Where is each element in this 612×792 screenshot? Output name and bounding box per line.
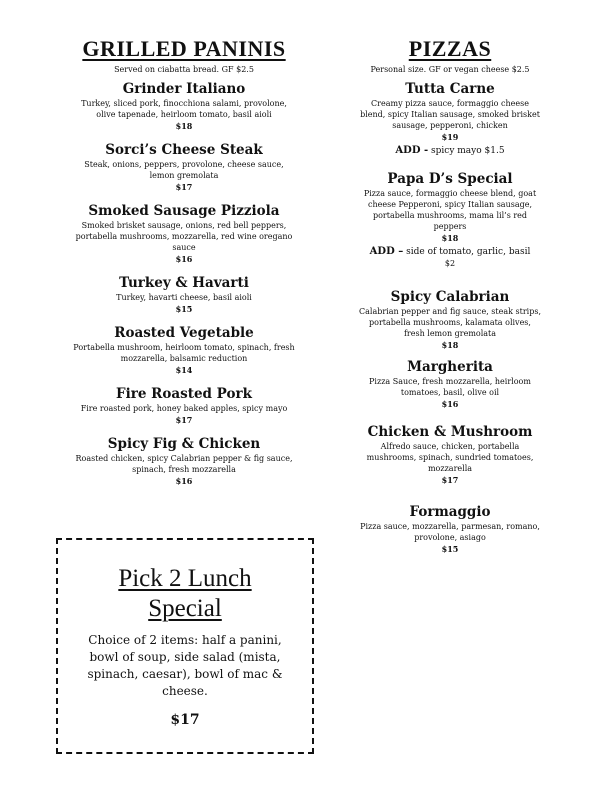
item-name: Tutta Carne xyxy=(405,81,495,97)
item-price: $18 xyxy=(175,121,193,131)
menu-item-margherita xyxy=(358,359,542,410)
item-price: $18 xyxy=(441,340,459,350)
lunch-special-description: Choice of 2 items: half a panini, bowl of soup, side salad (mista, spinach, caesar), bowl of mac & cheese. xyxy=(87,633,283,698)
paninis-section xyxy=(72,36,296,487)
item-price: $16 xyxy=(441,399,459,409)
item-name: Roasted Vegetable xyxy=(114,325,254,341)
item-price: $15 xyxy=(441,544,459,554)
item-name: Margherita xyxy=(407,359,493,375)
item-price: $19 xyxy=(441,132,459,142)
item-description: Creamy pizza sauce, formaggio cheese blend, spicy Italian sausage, smoked brisket sausage, pepperoni, chicken xyxy=(360,99,540,130)
pizzas-section xyxy=(358,36,542,555)
menu-item-roasted-vegetable xyxy=(72,325,296,376)
menu-item-grinder-italiano xyxy=(72,81,296,132)
lunch-title-line2: Special xyxy=(148,595,222,622)
item-description: Pizza sauce, mozzarella, parmesan, romano, provolone, asiago xyxy=(360,522,540,542)
item-price: $18 xyxy=(441,233,459,243)
pizzas-title: PIZZAS xyxy=(408,36,492,61)
add-on-text: spicy mayo $1.5 xyxy=(428,146,505,156)
item-name: Fire Roasted Pork xyxy=(116,386,252,402)
add-on-label: ADD - xyxy=(395,145,429,156)
paninis-subtitle: Served on ciabatta bread. GF $2.5 xyxy=(114,65,254,74)
item-name: Turkey & Havarti xyxy=(119,275,249,291)
item-description: Alfredo sauce, chicken, portabella mushrooms, spinach, sundried tomatoes, mozzarella xyxy=(366,442,534,473)
item-description: Fire roasted pork, honey baked apples, spicy mayo xyxy=(80,404,288,413)
item-description: Smoked brisket sausage, onions, red bell peppers, portabella mushrooms, mozzarella, red wine oregano sauce xyxy=(75,221,293,252)
item-name: Chicken & Mushroom xyxy=(367,424,533,440)
menu-item-smoked-sausage-pizziola xyxy=(72,203,296,265)
pizzas-subtitle: Personal size. GF or vegan cheese $2.5 xyxy=(370,65,530,74)
add-on-text: side of tomato, garlic, basil xyxy=(403,247,531,257)
item-description: Steak, onions, peppers, provolone, cheese sauce, lemon gremolata xyxy=(84,160,284,180)
add-on-label: ADD – xyxy=(369,246,404,257)
item-description: Portabella mushroom, heirloom tomato, spinach, fresh mozzarella, balsamic reduction xyxy=(73,343,295,363)
lunch-special-box xyxy=(56,538,314,754)
item-name: Formaggio xyxy=(409,504,491,520)
item-name: Smoked Sausage Pizziola xyxy=(88,203,280,219)
lunch-special-price: $17 xyxy=(170,712,200,728)
item-name: Grinder Italiano xyxy=(122,81,246,97)
item-price: $17 xyxy=(441,475,459,485)
item-name: Sorci’s Cheese Steak xyxy=(105,142,263,158)
menu-item-spicy-fig-chicken xyxy=(72,436,296,487)
item-price: $15 xyxy=(175,304,193,314)
item-price: $14 xyxy=(175,365,193,375)
menu-item-formaggio xyxy=(358,504,542,555)
item-price: $16 xyxy=(175,254,193,264)
item-description: Roasted chicken, spicy Calabrian pepper & fig sauce, spinach, fresh mozzarella xyxy=(75,454,293,474)
menu-item-sorcis-cheese-steak xyxy=(72,142,296,193)
add-on-price: $2 xyxy=(444,259,456,268)
item-price: $17 xyxy=(175,415,193,425)
item-description: Pizza sauce, formaggio cheese blend, goat cheese Pepperoni, spicy Italian sausage, portabella mushrooms, mama lil’s red peppers xyxy=(363,189,537,231)
menu-item-fire-roasted-pork xyxy=(72,386,296,426)
item-name: Spicy Calabrian xyxy=(390,289,510,305)
menu-item-tutta-carne xyxy=(358,81,542,157)
add-on-line xyxy=(358,246,542,258)
item-price: $16 xyxy=(175,476,193,486)
paninis-title: GRILLED PANINIS xyxy=(82,36,286,61)
menu-item-spicy-calabrian xyxy=(358,289,542,351)
item-description: Turkey, havarti cheese, basil aioli xyxy=(116,293,252,302)
menu-item-papa-ds-special xyxy=(358,171,542,269)
item-price: $17 xyxy=(175,182,193,192)
item-name: Spicy Fig & Chicken xyxy=(107,436,261,452)
item-name: Papa D’s Special xyxy=(387,171,513,187)
add-on-line xyxy=(358,145,542,157)
item-description: Calabrian pepper and fig sauce, steak strips, portabella mushrooms, kalamata olives, fresh lemon gremolata xyxy=(359,307,541,338)
lunch-title-line1: Pick 2 Lunch xyxy=(118,565,252,592)
menu-item-turkey-havarti xyxy=(72,275,296,315)
lunch-special-title xyxy=(58,564,312,624)
menu-item-chicken-mushroom xyxy=(358,424,542,486)
item-description: Pizza Sauce, fresh mozzarella, heirloom tomatoes, basil, olive oil xyxy=(369,377,531,397)
item-description: Turkey, sliced pork, finocchiona salami, provolone, olive tapenade, heirloom tomato, basil aioli xyxy=(81,99,287,119)
